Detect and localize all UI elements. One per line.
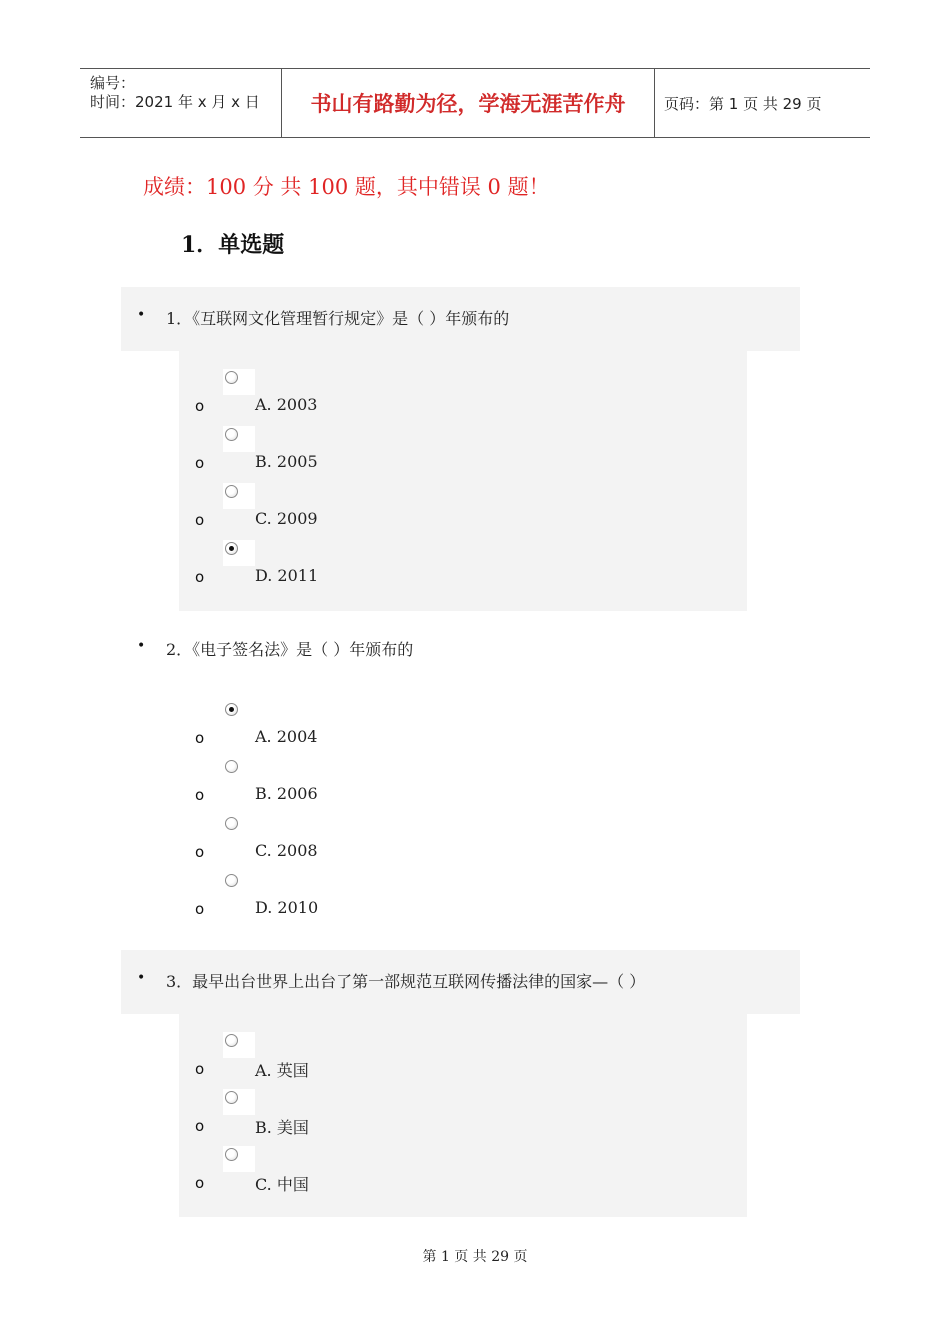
option-label: D. 2010 xyxy=(255,898,319,917)
list-marker: o xyxy=(195,843,205,861)
option-b[interactable] xyxy=(179,754,747,811)
option-label: B. 2005 xyxy=(255,452,318,471)
radio-frame xyxy=(223,1089,255,1115)
radio-dot-icon xyxy=(229,546,234,551)
header-meta xyxy=(80,69,280,137)
list-marker: o xyxy=(195,454,205,472)
option-label: A. 2004 xyxy=(255,727,318,746)
radio-button[interactable] xyxy=(225,428,238,441)
list-marker: o xyxy=(195,729,205,747)
radio-frame xyxy=(223,872,255,898)
option-a[interactable] xyxy=(179,365,747,422)
option-b[interactable] xyxy=(179,1085,747,1142)
radio-frame xyxy=(223,758,255,784)
score-summary: 成绩：100 分 共 100 题，其中错误 0 题！ xyxy=(143,175,550,199)
option-label: D. 2011 xyxy=(255,566,319,585)
radio-frame xyxy=(223,815,255,841)
radio-frame xyxy=(223,540,255,566)
radio-button[interactable] xyxy=(225,1091,238,1104)
options-q2 xyxy=(179,683,747,933)
option-c[interactable] xyxy=(179,1142,747,1199)
question-text: 3．最早出台世界上出台了第一部规范互联网传播法律的国家—（ ） xyxy=(166,972,646,991)
option-d[interactable] xyxy=(179,868,747,925)
options-q1 xyxy=(179,351,747,611)
radio-frame xyxy=(223,1032,255,1058)
option-label: B. 美国 xyxy=(255,1118,309,1137)
option-a[interactable] xyxy=(179,1028,747,1085)
radio-button[interactable] xyxy=(225,1034,238,1047)
option-d[interactable] xyxy=(179,536,747,593)
radio-button[interactable] xyxy=(225,1148,238,1161)
number-label: 编号： xyxy=(90,74,136,92)
option-c[interactable] xyxy=(179,811,747,868)
option-c[interactable] xyxy=(179,479,747,536)
radio-button-selected[interactable] xyxy=(225,703,238,716)
radio-frame xyxy=(223,369,255,395)
option-label: B. 2006 xyxy=(255,784,318,803)
radio-button[interactable] xyxy=(225,817,238,830)
list-marker: o xyxy=(195,786,205,804)
option-a[interactable] xyxy=(179,697,747,754)
section-title: 1．单选题 xyxy=(181,232,285,258)
page-footer: 第 1 页 共 29 页 xyxy=(422,1249,528,1265)
option-label: A. 2003 xyxy=(255,395,318,414)
question-text: 1．《互联网文化管理暂行规定》是（ ）年颁布的 xyxy=(166,309,510,328)
list-marker: o xyxy=(195,568,205,586)
option-b[interactable] xyxy=(179,422,747,479)
bullet-icon: • xyxy=(137,970,146,986)
question-1 xyxy=(121,287,800,351)
option-label: C. 中国 xyxy=(255,1175,309,1194)
list-marker: o xyxy=(195,397,205,415)
radio-button[interactable] xyxy=(225,874,238,887)
option-label: C. 2009 xyxy=(255,509,318,528)
radio-button[interactable] xyxy=(225,760,238,773)
list-marker: o xyxy=(195,1117,205,1135)
option-label: A. 英国 xyxy=(255,1061,309,1080)
header-motto: 书山有路勤为径，学海无涯苦作舟 xyxy=(310,92,626,116)
radio-frame xyxy=(223,426,255,452)
list-marker: o xyxy=(195,511,205,529)
radio-button[interactable] xyxy=(225,485,238,498)
radio-button-selected[interactable] xyxy=(225,542,238,555)
question-3 xyxy=(121,950,800,1014)
radio-frame xyxy=(223,701,255,727)
header-page-label: 页码：第 1 页 共 29 页 xyxy=(664,95,822,113)
list-marker: o xyxy=(195,900,205,918)
option-label: C. 2008 xyxy=(255,841,318,860)
header-divider xyxy=(654,69,655,137)
bullet-icon: • xyxy=(137,638,146,654)
time-label: 时间：2021 年 x 月 x 日 xyxy=(90,93,260,111)
radio-dot-icon xyxy=(229,707,234,712)
bullet-icon: • xyxy=(137,307,146,323)
page-header xyxy=(80,68,870,138)
question-text: 2．《电子签名法》是（ ）年颁布的 xyxy=(166,640,414,659)
question-2 xyxy=(121,618,800,682)
radio-frame xyxy=(223,483,255,509)
list-marker: o xyxy=(195,1060,205,1078)
radio-frame xyxy=(223,1146,255,1172)
options-q3 xyxy=(179,1014,747,1217)
list-marker: o xyxy=(195,1174,205,1192)
radio-button[interactable] xyxy=(225,371,238,384)
